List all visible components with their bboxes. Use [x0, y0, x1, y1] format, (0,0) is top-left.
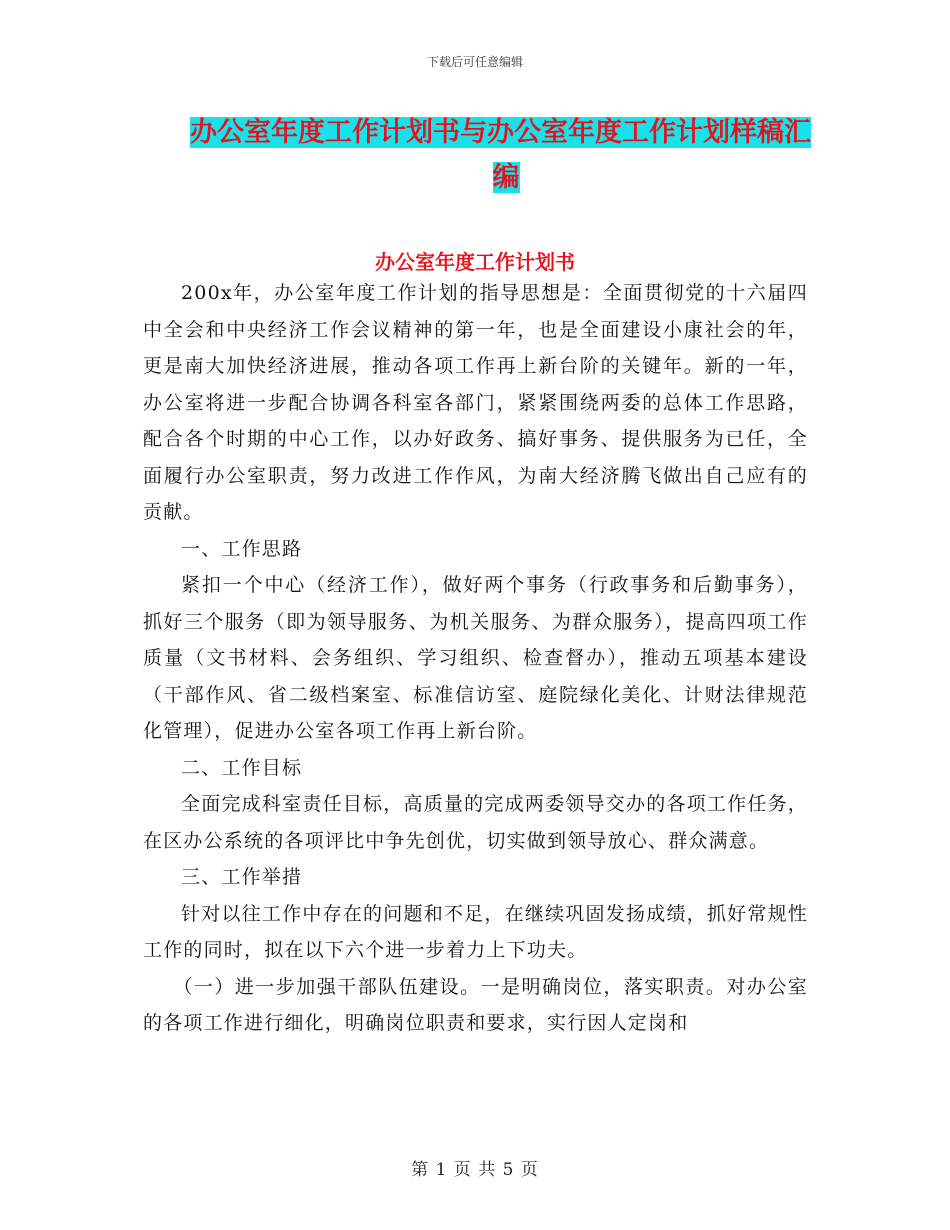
paragraph-measure-one: （一）进一步加强干部队伍建设。一是明确岗位，落实职责。对办公室的各项工作进行细化，明确岗位职责和要求，实行因人定岗和 [143, 975, 808, 1034]
document-body [143, 275, 808, 1042]
heading-work-goals: 二、工作目标 [181, 756, 303, 779]
document-title-line-1: 办公室年度工作计划书与办公室年度工作计划样稿汇 [190, 117, 811, 148]
heading-work-ideas: 一、工作思路 [181, 537, 303, 560]
page-header-note: 下载后可任意编辑 [426, 55, 523, 69]
document-title [190, 110, 810, 200]
heading-work-measures: 三、工作举措 [181, 866, 303, 888]
paragraph-intro: 200x年，办公室年度工作计划的指导思想是：全面贯彻党的十六届四中全会和中央经济工作会议精神的第一年，也是全面建设小康社会的年，更是南大加快经济进展，推动各项工作再上新台阶的关键年。新的一年，办公室将进一步配合协调各科室各部门，紧紧围绕两委的总体工作思路，配合各个时期的中心工作，以办好政务、搞好事务、提供服务为已任，全面履行办公室职责，努力改进工作作风，为南大经济腾飞做出自己应有的贡献。 [143, 282, 808, 523]
paragraph-work-measures: 针对以往工作中存在的问题和不足，在继续巩固发扬成绩，抓好常规性工作的同时，拟在以下六个进一步着力上下功夫。 [143, 902, 808, 961]
page-number-footer: 第 1 页 共 5 页 [411, 1160, 539, 1180]
paragraph-work-goals: 全面完成科室责任目标，高质量的完成两委领导交办的各项工作任务，在区办公系统的各项评比中争先创优，切实做到领导放心、群众满意。 [143, 793, 808, 852]
document-title-line-2: 编 [492, 162, 520, 193]
paragraph-work-ideas: 紧扣一个中心（经济工作），做好两个事务（行政事务和后勤事务），抓好三个服务（即为领导服务、为机关服务、为群众服务），提高四项工作质量（文书材料、会务组织、学习组织、检查督办），推动五项基本建设（干部作风、省二级档案室、标准信访室、庭院绿化美化、计财法律规范化管理），促进办公室各项工作再上新台阶。 [143, 574, 808, 742]
section-title: 办公室年度工作计划书 [375, 250, 575, 274]
